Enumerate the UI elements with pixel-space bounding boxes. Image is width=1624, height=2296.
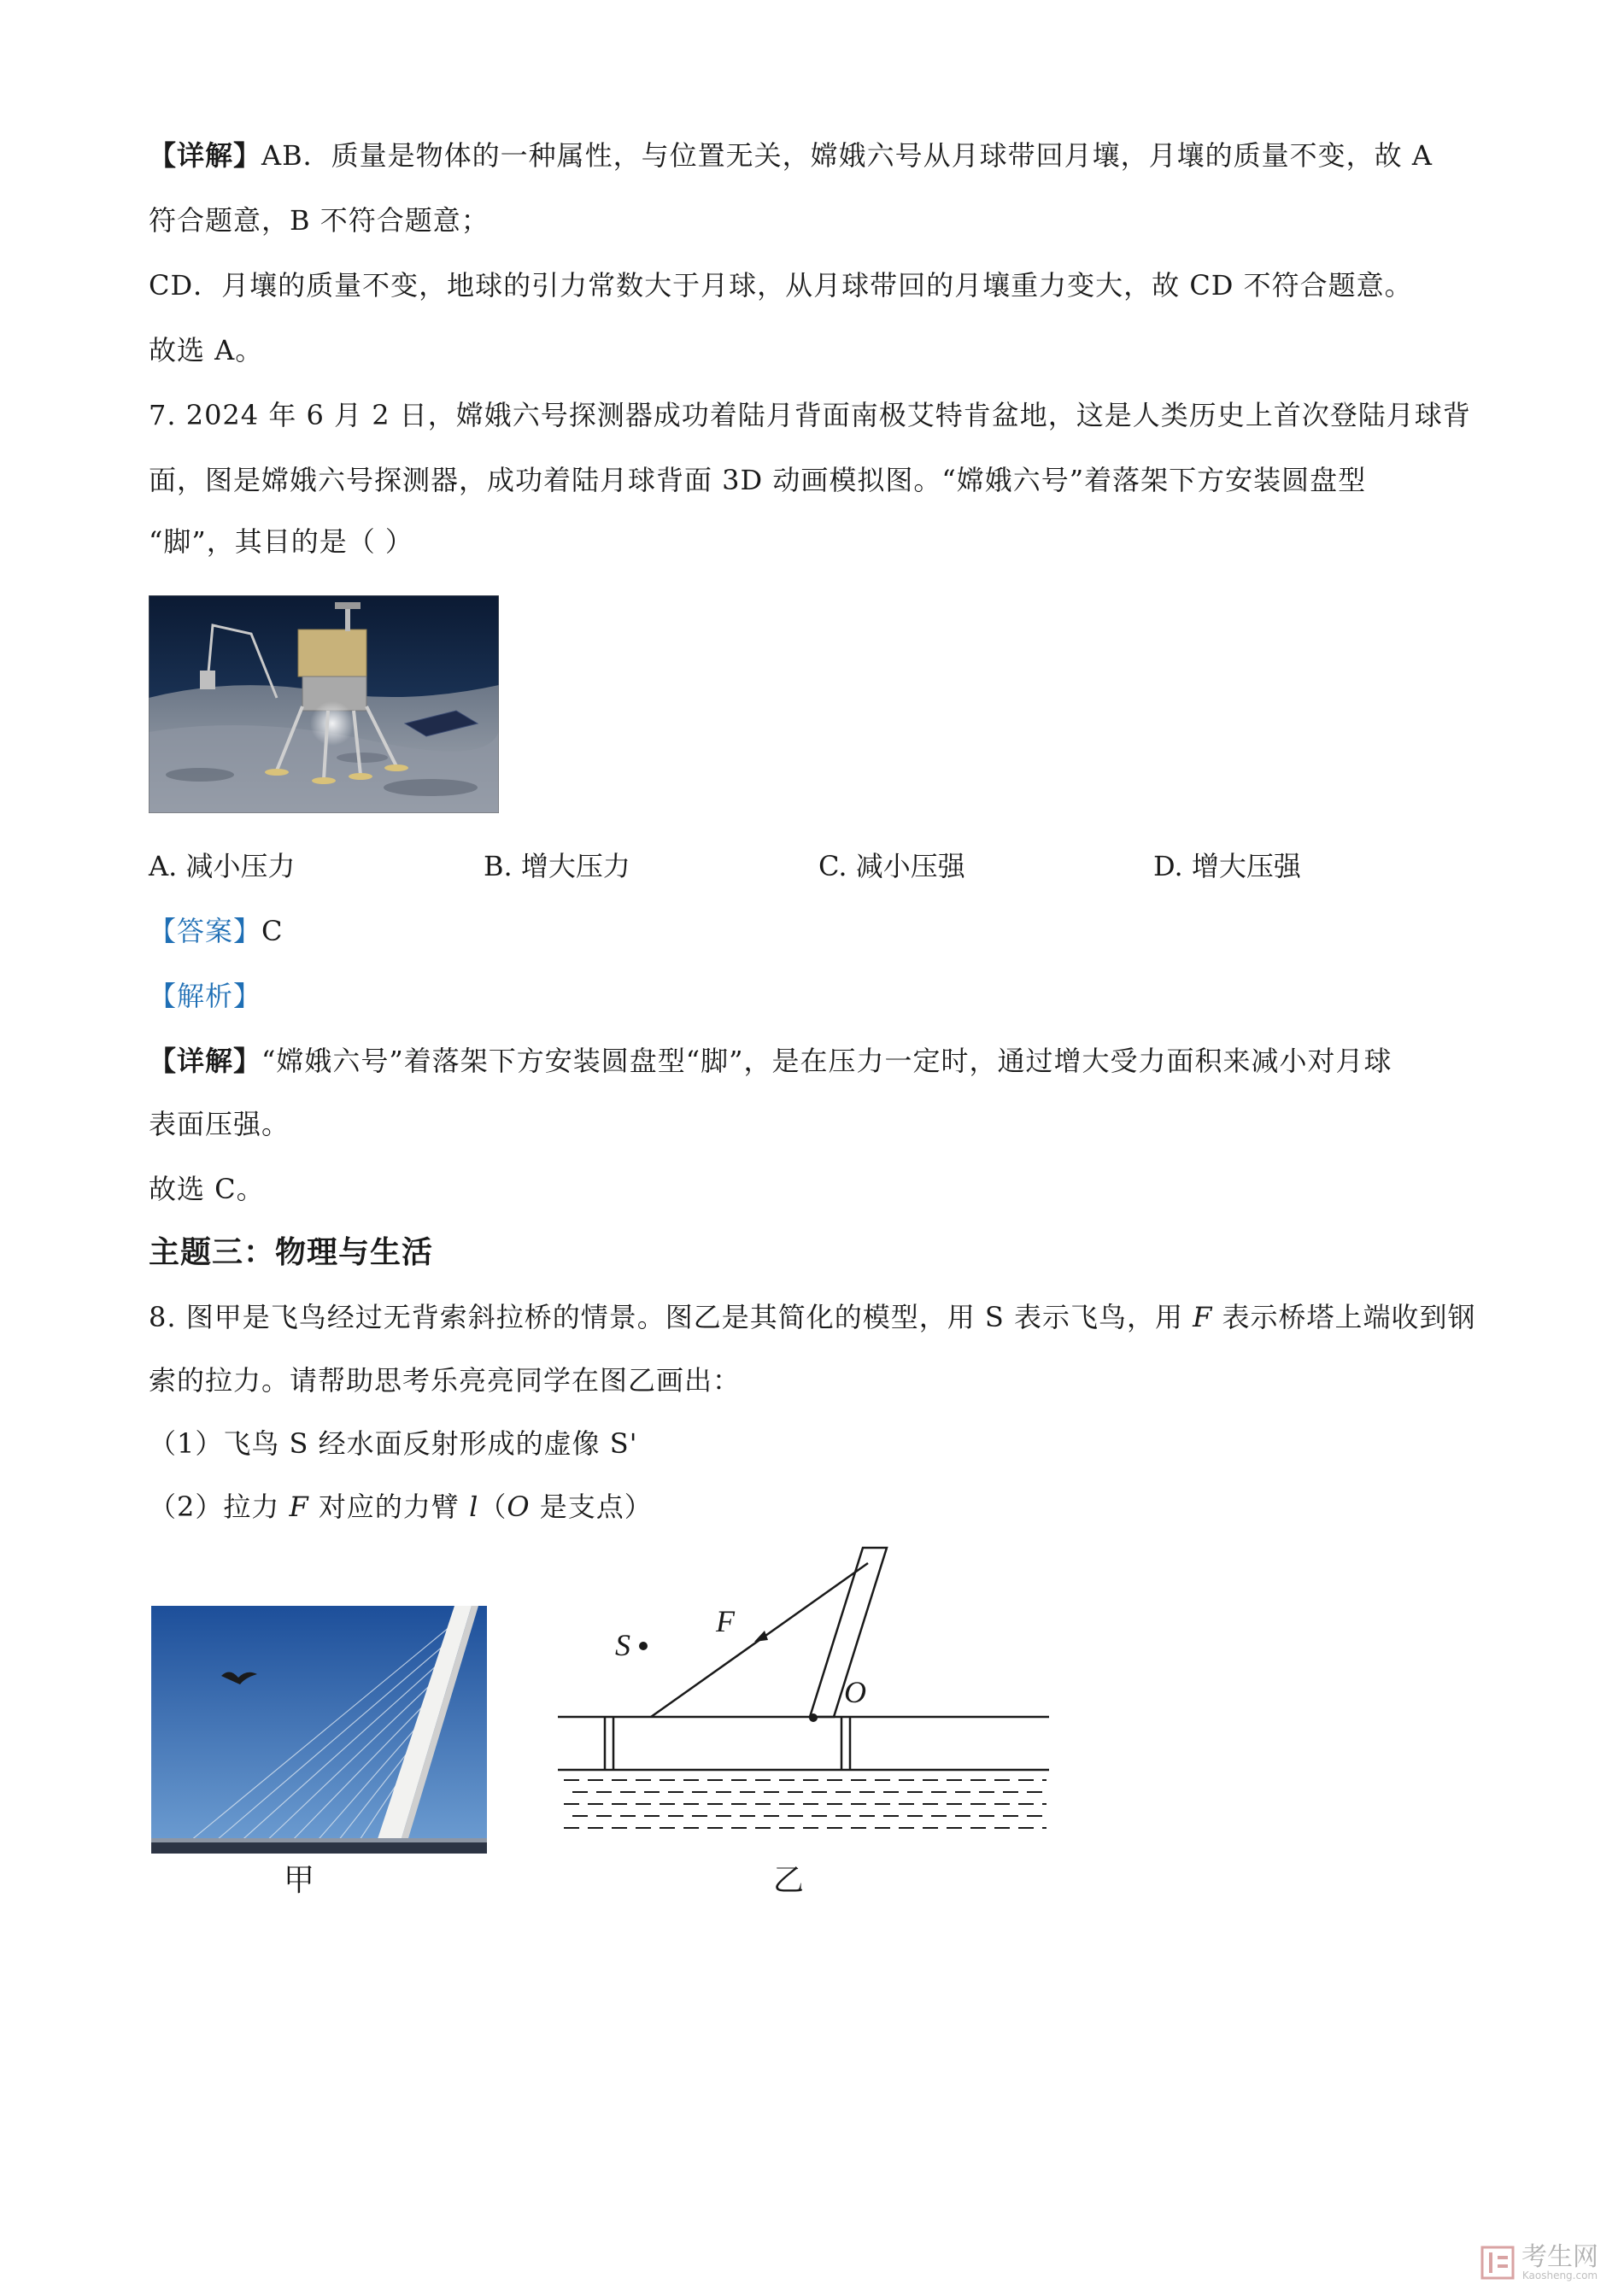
force-arrowhead — [754, 1631, 768, 1642]
q7-detail-line-1 — [149, 1042, 1392, 1080]
lunar-lander-image — [149, 595, 499, 813]
bird-point — [639, 1642, 648, 1650]
q7-conclusion: 故选 C。 — [149, 1173, 265, 1205]
q7-option-a: A. 减小压力 — [149, 850, 296, 882]
q8-stem-text-1b: 表示桥塔上端收到钢 — [1212, 1301, 1476, 1333]
prev-detail-line-1 — [149, 137, 1433, 174]
q7-option-b: B. 增大压力 — [484, 850, 630, 882]
q8-force-symbol: F — [1193, 1301, 1213, 1333]
q8-stem-line-2: 索的拉力。请帮助思考乐亮亮同学在图乙画出： — [149, 1364, 742, 1397]
detail-tag: 【详解】 — [149, 1045, 262, 1077]
bridge-photo — [151, 1606, 487, 1854]
q7-stem-line-2: 面，图是嫦娥六号探测器，成功着陆月球背面 3D 动画模拟图。“嫦娥六号”着落架下方安装圆盘型 — [149, 464, 1367, 496]
prev-detail-line-3: CD．月壤的质量不变，地球的引力常数大于月球，从月球带回的月壤重力变大，故 CD 不符合题意。 — [149, 269, 1413, 302]
water-surface — [564, 1780, 1047, 1828]
answer-tag: 【答案】 — [149, 915, 262, 947]
q8-item-2-text-a: （2）拉力 — [149, 1491, 290, 1523]
topic-heading: 主题三：物理与生活 — [149, 1234, 434, 1270]
label-s: S — [615, 1628, 630, 1662]
q7-detail-text-1: “嫦娥六号”着落架下方安装圆盘型“脚”，是在压力一定时，通过增大受力面积来减小对月球 — [261, 1045, 1392, 1077]
watermark-text: 考生网 — [1521, 2242, 1598, 2272]
q7-answer: C — [261, 915, 284, 947]
analysis-tag: 【解析】 — [149, 980, 262, 1012]
label-o: O — [844, 1675, 866, 1709]
q8-item-2-arm: l — [469, 1491, 479, 1523]
pivot-point — [809, 1713, 818, 1722]
q7-option-d: D. 增大压强 — [1153, 850, 1301, 882]
prev-detail-text-1: AB．质量是物体的一种属性，与位置无关，嫦娥六号从月球带回月壤，月壤的质量不变，故 A — [261, 139, 1433, 172]
q7-detail-line-2: 表面压强。 — [149, 1108, 290, 1140]
q8-stem-text-1a: 8. 图甲是飞鸟经过无背索斜拉桥的情景。图乙是其简化的模型，用 S 表示飞鸟，用 — [149, 1301, 1193, 1333]
prev-conclusion: 故选 A。 — [149, 334, 264, 366]
q8-item-2 — [149, 1488, 653, 1526]
q7-answer-line — [149, 912, 284, 950]
q7-stem-line-3: “脚”，其目的是（ ） — [149, 525, 413, 558]
q8-item-1: （1）飞鸟 S 经水面反射形成的虚像 S' — [149, 1427, 638, 1460]
q8-stem-line-1 — [149, 1298, 1476, 1336]
q8-item-2-text-b: 对应的力臂 — [308, 1491, 470, 1523]
label-f: F — [716, 1604, 735, 1638]
watermark-logo-icon — [1480, 2246, 1515, 2280]
q8-item-2-text-c: （ — [478, 1491, 507, 1523]
q8-item-2-text-d: 是支点） — [530, 1491, 653, 1523]
q7-stem-line-1: 7. 2024 年 6 月 2 日，嫦娥六号探测器成功着陆月背面南极艾特肯盆地，这是人类历史上首次登陆月球背 — [149, 399, 1471, 431]
figure-jia-caption: 甲 — [284, 1863, 315, 1898]
watermark-subtext: Kaosheng.com — [1521, 2270, 1598, 2281]
bridge-model-diagram — [547, 1546, 1059, 1862]
watermark — [1480, 2242, 1598, 2281]
q7-option-c: C. 减小压强 — [818, 850, 965, 882]
q8-item-2-pivot: O — [507, 1491, 531, 1523]
q8-item-2-force: F — [289, 1491, 309, 1523]
detail-tag: 【详解】 — [149, 139, 262, 172]
prev-detail-line-2: 符合题意，B 不符合题意； — [149, 204, 490, 237]
figure-yi-caption: 乙 — [773, 1863, 805, 1898]
